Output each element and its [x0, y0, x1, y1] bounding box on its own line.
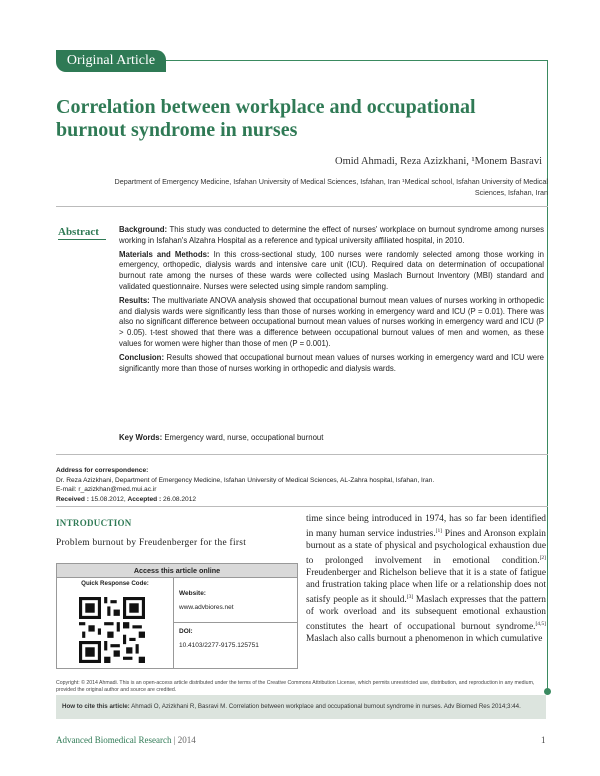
author-list: Omid Ahmadi, Reza Azizkhani, ¹Monem Basravi	[335, 156, 542, 167]
separator-intro	[56, 506, 548, 507]
qr-label: Quick Response Code:	[81, 580, 149, 587]
introduction-text: Problem burnout by Freudenberger for the first	[56, 538, 247, 548]
frame-right-rule	[547, 60, 548, 690]
correspondence-email: E-mail: r_azizkhan@med.mui.ac.ir	[56, 486, 157, 494]
correspondence-address: Dr. Reza Azizkhani, Department of Emergency Medicine, Isfahan University of Medical Sciences, AL-Zahra hospital, Isfahan, Iran.	[56, 476, 435, 484]
abstract-background: Background: This study was conducted to determine the effect of nurses' workplace on burnout syndrome among nurses working in Isfahan's Alzahra Hospital as a reference and typical university affiliated hospital, in 2010.	[119, 225, 544, 245]
abstract-methods: Materials and Methods: In this cross-sectional study, 100 nurses were randomly selected among those working in emergency, orthopedic, dialysis wards and intensive care unit (ICU). Required data on determination of occupational burnout rate among the nurses of these wards were collected using Maslach Burnout Inventory (MBI) standard and validated questionnaire. Nurses were selected using simple random sampling.	[119, 249, 544, 291]
intro-column-2: time since being introduced in 1974, has so far been identified in many human service industries.[1] Pines and Aronson explain burnout as a state of physical and psychological exhaustion due to prolonged involvement in emotional condition.[2] Freudenberger and Richelson believe that it is a state of fatigue and frustration taking place when life or a relationship does not satisfy people as it should.[3] Maslach expresses that the pattern of work overload and its subsequent emotional exhaustion constitutes the heart of occupational burnout syndrome.[4,5] Maslach also calls burnout a phenomenon in which cumulative	[306, 514, 546, 644]
copyright-notice: Copyright: © 2014 Ahmadi. This is an open-access article distributed under the terms of the Creative Commons Attribution License, which permits unrestricted use, distribution, and reproduction in any medium, provided the original author and source are credited.	[56, 680, 535, 693]
abstract-results: Results: The multivariate ANOVA analysis showed that occupational burnout mean values of nurses working in orthopedic and dialysis wards were significantly less than those of nurses working in emergency ward and ICU (P = 0.01). There was also no significant difference between occupational burnout mean values of nurses working in emergency ward and ICU (P > 0.05). t-test showed that there was a difference between occupational burnout values of men and women, as these values for women were higher than those of men (P = 0.001).	[119, 295, 544, 348]
separator-keywords	[56, 454, 548, 455]
website-label: Website:	[179, 590, 206, 597]
separator-top	[56, 206, 548, 207]
how-to-cite-box: How to cite this article: Ahmadi O, Azizkhani R, Basravi M. Correlation between workplace and occupational burnout syndrome in nurses. Adv Biomed Res 2014;3:44.	[56, 695, 546, 719]
qr-column	[57, 578, 174, 668]
doi-label: DOI:	[179, 628, 193, 635]
citation-ref[interactable]: [2]	[539, 554, 546, 561]
article-type-tag: Original Article	[56, 50, 166, 72]
website-link[interactable]: www.advbiores.net	[179, 604, 234, 611]
affiliation-line-1: Department of Emergency Medicine, Isfahan University of Medical Sciences, Isfahan, Iran ¹Medical school, Isfahan University of Medical	[114, 177, 548, 186]
correspondence-block	[56, 466, 546, 504]
qr-code-image	[79, 597, 145, 663]
box-divider	[173, 622, 297, 623]
abstract-label: Abstract	[58, 226, 106, 240]
affiliations	[62, 176, 548, 198]
abstract-conclusion: Conclusion: Results showed that occupational burnout mean values of nurses working in emergency ward and ICU were significantly more than those of nurses working in orthopedic and dialysis wards.	[119, 352, 544, 373]
correspondence-label: Address for correspondence:	[56, 467, 149, 474]
access-online-box	[56, 563, 298, 669]
received-accepted-dates: Received : 15.08.2012, Accepted : 26.08.2012	[56, 495, 197, 503]
citation-ref[interactable]: [4,5]	[535, 620, 546, 627]
page-number: 1	[541, 735, 546, 745]
abstract-body	[119, 225, 544, 377]
affiliation-line-2: Sciences, Isfahan, Iran	[474, 188, 548, 197]
citation-ref[interactable]: [3]	[406, 593, 414, 600]
footer-journal: Advanced Biomedical Research | 2014	[56, 735, 196, 745]
doi-link[interactable]: 10.4103/2277-9175.125751	[179, 642, 259, 649]
citation-ref[interactable]: [1]	[435, 527, 443, 534]
access-box-header: Access this article online	[57, 564, 297, 578]
keywords: Key Words: Emergency ward, nurse, occupational burnout	[119, 433, 324, 442]
article-title: Correlation between workplace and occupational burnout syndrome in nurses	[56, 96, 476, 141]
introduction-heading: INTRODUCTION	[56, 518, 132, 528]
